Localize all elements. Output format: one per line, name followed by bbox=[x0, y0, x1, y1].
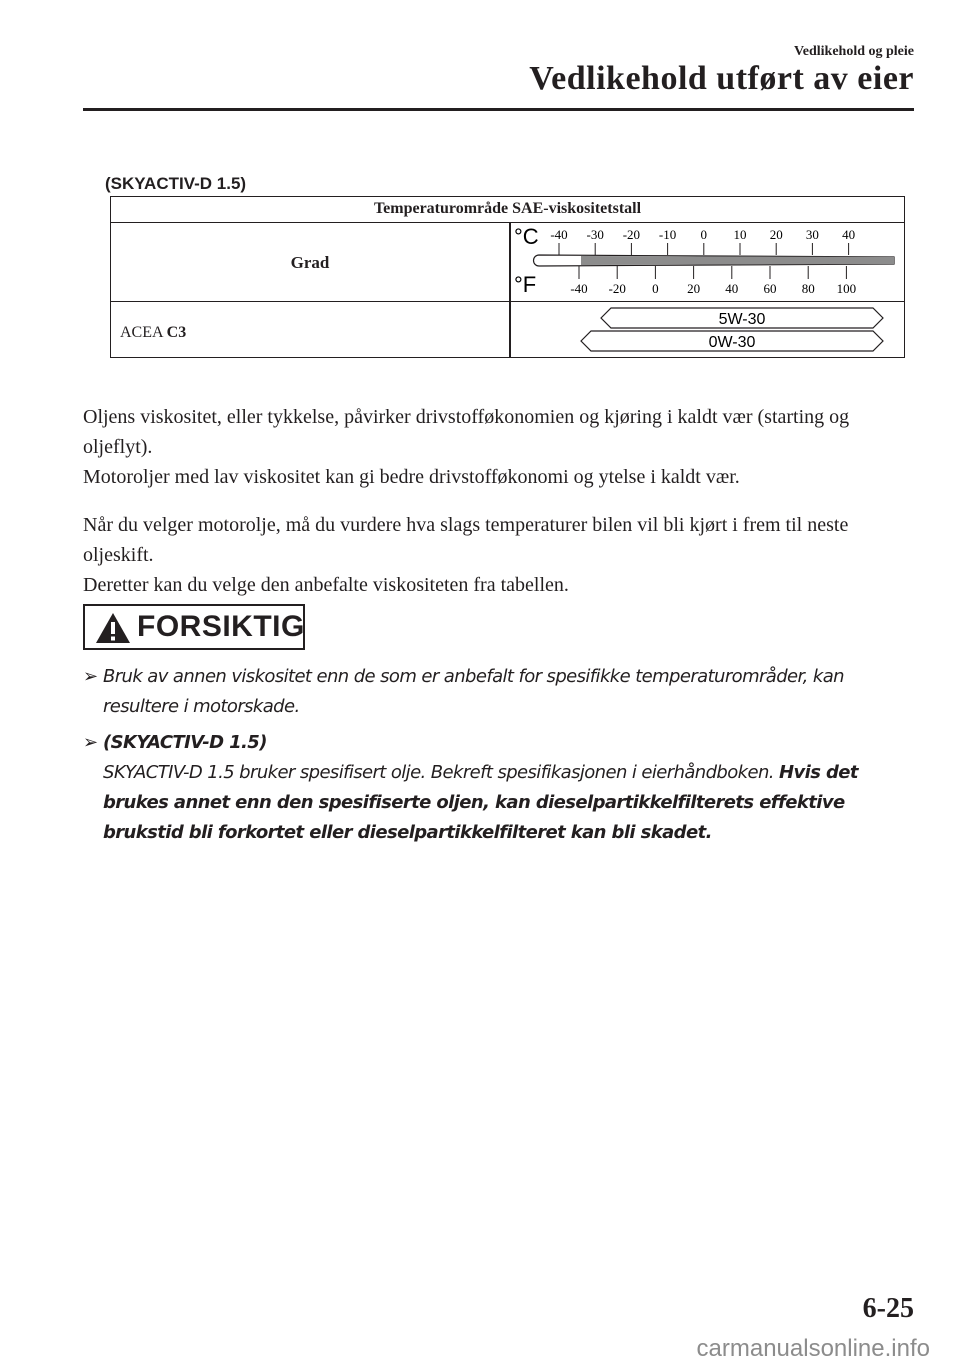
celsius-tick-label: 40 bbox=[842, 227, 856, 242]
celsius-ticks bbox=[550, 227, 855, 255]
celsius-tick-label: 10 bbox=[733, 227, 747, 242]
celsius-symbol: °C bbox=[514, 224, 539, 249]
caution-label: FORSIKTIG bbox=[137, 610, 305, 643]
caution-box bbox=[83, 604, 305, 650]
acea-code: C3 bbox=[166, 324, 187, 341]
fahrenheit-tick-label: -20 bbox=[608, 281, 626, 296]
acea-label bbox=[120, 324, 186, 342]
fahrenheit-tick-label: 80 bbox=[801, 281, 815, 296]
paragraph-viscosity: Oljens viskositet, eller tykkelse, påvirker drivstofføkonomien og kjøring i kaldt vær (starting og oljeflyt). bbox=[83, 406, 850, 458]
paragraph-low-viscosity: Motoroljer med lav viskositet kan gi bedre drivstofføkonomi og ytelse i kaldt vær. bbox=[83, 466, 740, 488]
caution-bullet-2-body bbox=[83, 728, 915, 848]
celsius-tick-label: -40 bbox=[550, 227, 568, 242]
gauge-fill bbox=[581, 256, 894, 265]
page-number: 6-25 bbox=[862, 1293, 914, 1324]
oil-grade-bars bbox=[511, 303, 904, 357]
caution-bullet-1 bbox=[83, 662, 915, 722]
fahrenheit-tick-label: 0 bbox=[652, 281, 659, 296]
temperature-scale bbox=[511, 222, 904, 301]
celsius-tick-label: -20 bbox=[622, 227, 641, 242]
celsius-tick-label: 30 bbox=[805, 227, 819, 242]
paragraph-select: Deretter kan du velge den anbefalte viskositeten fra tabellen. bbox=[83, 574, 569, 596]
watermark: carmanualsonline.info bbox=[696, 1335, 930, 1362]
acea-prefix: ACEA bbox=[120, 324, 163, 341]
page-title: Vedlikehold utført av eier bbox=[529, 60, 914, 97]
warning-icon bbox=[95, 612, 131, 644]
bullet-arrow-icon: ➢ bbox=[83, 666, 98, 687]
fahrenheit-symbol: °F bbox=[514, 272, 537, 297]
bullet-arrow-icon: ➢ bbox=[83, 732, 98, 753]
table-heading: Temperaturområde SAE-viskositetstall bbox=[111, 197, 904, 223]
celsius-tick-label: -10 bbox=[658, 227, 677, 242]
celsius-tick-label: 0 bbox=[700, 227, 708, 242]
caution-bullet-2-title: (SKYACTIV-D 1.5) bbox=[103, 732, 267, 753]
fahrenheit-tick-label: 60 bbox=[763, 281, 777, 296]
celsius-tick-label: 20 bbox=[769, 227, 783, 242]
viscosity-table bbox=[110, 196, 905, 358]
header-divider bbox=[83, 108, 914, 111]
oil-label-5w30: 5W-30 bbox=[718, 311, 766, 328]
caution-bullet-1-text: Bruk av annen viskositet enn de som er anbefalt for spesifikke temperaturområder, kan resultere i motorskade. bbox=[103, 666, 844, 717]
variant-label: (SKYACTIV-D 1.5) bbox=[105, 174, 247, 193]
oil-label-0w30: 0W-30 bbox=[708, 334, 756, 351]
celsius-tick-label: -30 bbox=[586, 227, 604, 242]
caution-bullet-2-text: SKYACTIV-D 1.5 bruker spesifisert olje. Bekreft spesifikasjonen i eierhåndboken. bbox=[103, 762, 774, 783]
fahrenheit-tick-label: 100 bbox=[836, 281, 857, 296]
fahrenheit-tick-label: -40 bbox=[570, 281, 588, 296]
paragraph-choose-oil: Når du velger motorolje, må du vurdere hva slags temperaturer bilen vil bli kjørt i frem til neste oljeskift. bbox=[83, 514, 849, 566]
fahrenheit-tick-label: 20 bbox=[687, 281, 701, 296]
caution-bullet-2-bold: Hvis det brukes annet enn den spesifiserte oljen, kan dieselpartikkelfilterets effektive brukstid bli forkortet eller dieselpartikkelfilteret kan bli skadet. bbox=[103, 762, 858, 843]
fahrenheit-ticks bbox=[570, 266, 856, 296]
caution-bullet-2 bbox=[83, 728, 915, 848]
grad-label: Grad bbox=[290, 253, 330, 272]
fahrenheit-tick-label: 40 bbox=[725, 281, 739, 296]
header-section: Vedlikehold og pleie bbox=[793, 44, 914, 59]
